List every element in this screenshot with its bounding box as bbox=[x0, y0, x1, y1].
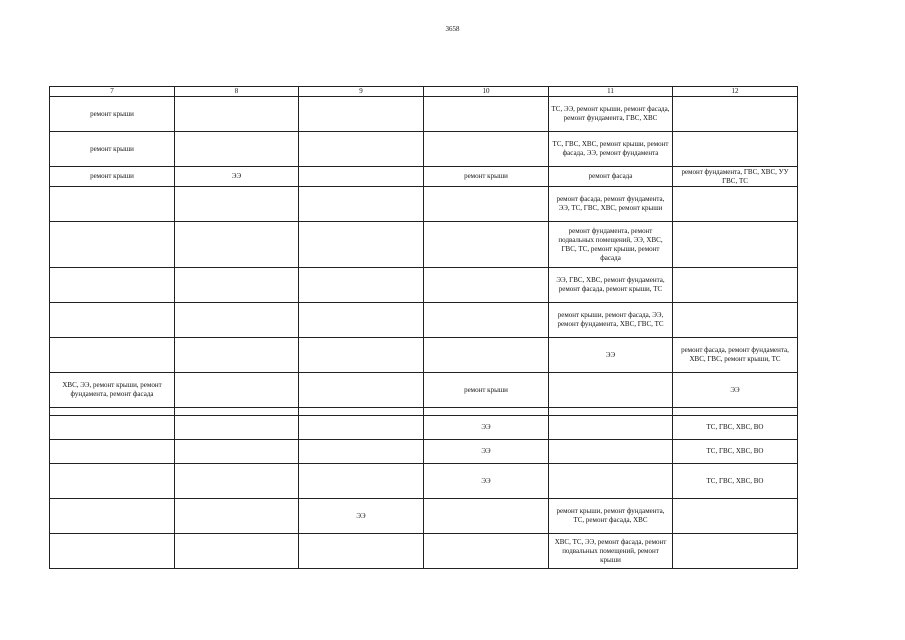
table-cell: ЭЭ bbox=[299, 499, 424, 534]
table-row bbox=[50, 416, 798, 440]
table-cell: ХВС, ТС, ЭЭ, ремонт фасада, ремонт подвальных помещений, ремонт крыши bbox=[549, 534, 673, 569]
table-row bbox=[50, 499, 798, 534]
table-cell: ТС, ГВС, ХВС, ВО bbox=[673, 440, 798, 464]
table-cell bbox=[175, 408, 299, 416]
table-cell bbox=[673, 534, 798, 569]
table-cell bbox=[299, 268, 424, 303]
table-cell bbox=[50, 408, 175, 416]
table-cell bbox=[175, 303, 299, 338]
table-cell bbox=[50, 464, 175, 499]
table-cell: ремонт крыши bbox=[50, 132, 175, 167]
table-cell: ЭЭ bbox=[673, 373, 798, 408]
table-cell bbox=[424, 303, 549, 338]
table-cell: ремонт крыши bbox=[50, 167, 175, 187]
table-cell: ТС, ГВС, ХВС, ремонт крыши, ремонт фасада, ЭЭ, ремонт фундамента bbox=[549, 132, 673, 167]
table-row bbox=[50, 534, 798, 569]
table-cell: ХВС, ЭЭ, ремонт крыши, ремонт фундамента, ремонт фасада bbox=[50, 373, 175, 408]
table-cell: ремонт фундамента, ремонт подвальных помещений, ЭЭ, ХВС, ГВС, ТС, ремонт крыши, ремонт фасада bbox=[549, 222, 673, 268]
table-cell bbox=[175, 132, 299, 167]
table-cell bbox=[299, 167, 424, 187]
table-row bbox=[50, 167, 798, 187]
table-cell bbox=[424, 222, 549, 268]
works-table bbox=[49, 86, 798, 569]
table-cell bbox=[673, 268, 798, 303]
table-cell bbox=[175, 222, 299, 268]
table-cell bbox=[175, 440, 299, 464]
table-cell: ремонт фасада, ремонт фундамента, ХВС, ГВС, ремонт крыши, ТС bbox=[673, 338, 798, 373]
table-cell bbox=[673, 499, 798, 534]
table-row bbox=[50, 132, 798, 167]
table-cell bbox=[299, 222, 424, 268]
table-cell bbox=[175, 338, 299, 373]
table-cell bbox=[50, 222, 175, 268]
table-cell bbox=[299, 464, 424, 499]
table-cell bbox=[424, 187, 549, 222]
table-row bbox=[50, 303, 798, 338]
table-row bbox=[50, 268, 798, 303]
table-cell: ремонт крыши, ремонт фундамента, ТС, ремонт фасада, ХВС bbox=[549, 499, 673, 534]
table-cell bbox=[299, 132, 424, 167]
table-cell bbox=[50, 338, 175, 373]
table-cell bbox=[424, 268, 549, 303]
table-cell bbox=[299, 416, 424, 440]
table-cell bbox=[549, 464, 673, 499]
table-cell bbox=[299, 534, 424, 569]
table-row bbox=[50, 338, 798, 373]
table-cell: ЭЭ bbox=[424, 416, 549, 440]
table-cell: ЭЭ bbox=[549, 338, 673, 373]
table-cell bbox=[50, 187, 175, 222]
table-cell bbox=[549, 440, 673, 464]
table-cell bbox=[50, 268, 175, 303]
table-cell bbox=[50, 534, 175, 569]
table-cell bbox=[175, 464, 299, 499]
table-cell bbox=[673, 408, 798, 416]
table-cell bbox=[424, 499, 549, 534]
column-header: 8 bbox=[175, 87, 299, 97]
table-cell: ремонт фасада bbox=[549, 167, 673, 187]
table-row bbox=[50, 408, 798, 416]
column-header: 9 bbox=[299, 87, 424, 97]
table-cell: ремонт крыши bbox=[50, 97, 175, 132]
table-cell bbox=[673, 187, 798, 222]
table-cell bbox=[175, 534, 299, 569]
table-cell bbox=[299, 187, 424, 222]
column-header: 11 bbox=[549, 87, 673, 97]
table-row bbox=[50, 187, 798, 222]
table-cell bbox=[299, 373, 424, 408]
table-cell bbox=[424, 97, 549, 132]
table-cell bbox=[299, 408, 424, 416]
table-cell bbox=[549, 416, 673, 440]
page-number: 3658 bbox=[445, 25, 460, 33]
table-cell bbox=[175, 499, 299, 534]
column-header: 12 bbox=[673, 87, 798, 97]
table-cell: ремонт крыши bbox=[424, 167, 549, 187]
table-cell: ЭЭ bbox=[424, 440, 549, 464]
table-cell bbox=[299, 97, 424, 132]
table-cell bbox=[673, 132, 798, 167]
table-row bbox=[50, 464, 798, 499]
table-row bbox=[50, 222, 798, 268]
table-body bbox=[50, 97, 798, 569]
table-cell: ТС, ГВС, ХВС, ВО bbox=[673, 416, 798, 440]
table-cell bbox=[50, 303, 175, 338]
table-cell: ремонт фасада, ремонт фундамента, ЭЭ, ТС, ГВС, ХВС, ремонт крыши bbox=[549, 187, 673, 222]
table-cell bbox=[424, 132, 549, 167]
table-cell: ремонт фундамента, ГВС, ХВС, УУ ГВС, ТС bbox=[673, 167, 798, 187]
table-cell bbox=[549, 373, 673, 408]
table-cell: ТС, ГВС, ХВС, ВО bbox=[673, 464, 798, 499]
table-cell bbox=[424, 534, 549, 569]
table-cell bbox=[299, 440, 424, 464]
column-header: 10 bbox=[424, 87, 549, 97]
table-cell: ремонт крыши, ремонт фасада, ЭЭ, ремонт фундамента, ХВС, ГВС, ТС bbox=[549, 303, 673, 338]
table-cell: ремонт крыши bbox=[424, 373, 549, 408]
table-cell bbox=[424, 408, 549, 416]
table-row bbox=[50, 97, 798, 132]
table-cell bbox=[299, 338, 424, 373]
table-cell: ЭЭ, ГВС, ХВС, ремонт фундамента, ремонт фасада, ремонт крыши, ТС bbox=[549, 268, 673, 303]
table-cell bbox=[549, 408, 673, 416]
table-cell bbox=[50, 499, 175, 534]
table-cell bbox=[50, 440, 175, 464]
table-cell bbox=[175, 373, 299, 408]
table-cell: ЭЭ bbox=[175, 167, 299, 187]
table-cell bbox=[673, 303, 798, 338]
table-cell bbox=[175, 97, 299, 132]
table-cell bbox=[424, 338, 549, 373]
table-header-row bbox=[50, 87, 798, 97]
table-cell bbox=[175, 416, 299, 440]
table-cell: ЭЭ bbox=[424, 464, 549, 499]
table-cell: ТС, ЭЭ, ремонт крыши, ремонт фасада, ремонт фундамента, ГВС, ХВС bbox=[549, 97, 673, 132]
table-cell bbox=[50, 416, 175, 440]
table-cell bbox=[673, 97, 798, 132]
column-header: 7 bbox=[50, 87, 175, 97]
table-cell bbox=[299, 303, 424, 338]
table-cell bbox=[175, 268, 299, 303]
table-cell bbox=[175, 187, 299, 222]
table-row bbox=[50, 373, 798, 408]
table-cell bbox=[673, 222, 798, 268]
table-row bbox=[50, 440, 798, 464]
